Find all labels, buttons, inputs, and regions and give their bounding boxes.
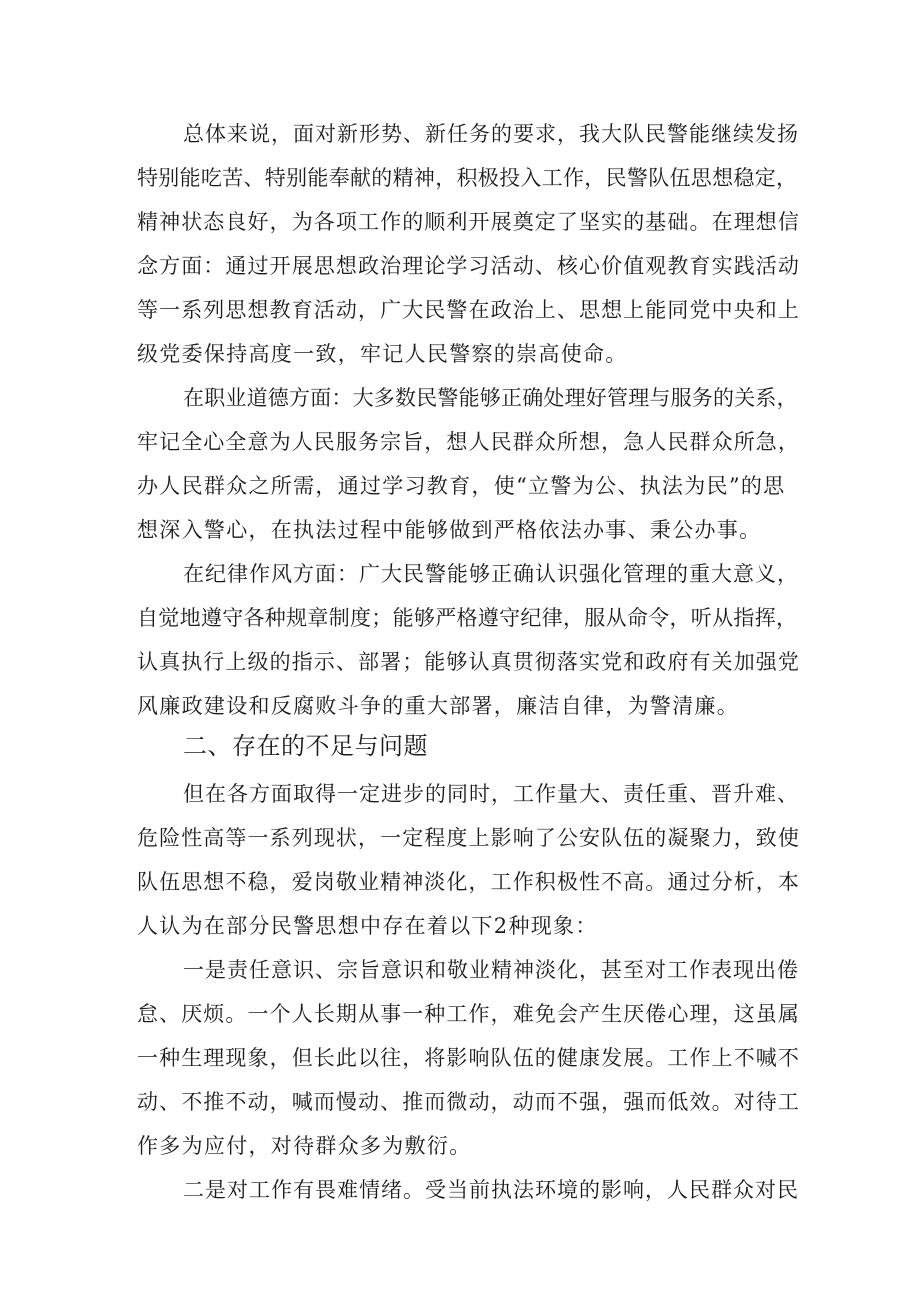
paragraph-2-line-2: 牢记全心全意为人民服务宗旨，想人民群众所想，急人民群众所急， <box>137 430 800 454</box>
paragraph-3-line-1: 在纪律作风方面：广大民警能够正确认识强化管理的重大意义， <box>183 562 799 586</box>
paragraph-4-line-4: 人认为在部分民警思想中存在着以下2种现象： <box>137 914 598 938</box>
paragraph-3-line-3: 认真执行上级的指示、部署；能够认真贯彻落实党和政府有关加强党 <box>137 650 800 674</box>
paragraph-4-line-3: 队伍思想不稳，爱岗敬业精神淡化，工作积极性不高。通过分析，本 <box>137 870 800 894</box>
paragraph-2-line-1: 在职业道德方面：大多数民警能够正确处理好管理与服务的关系， <box>183 386 798 410</box>
paragraph-4-line-1: 但在各方面取得一定进步的同时，工作量大、责任重、晋升难、 <box>183 782 799 806</box>
paragraph-1-line-1: 总体来说，面对新形势、新任务的要求，我大队民警能继续发扬 <box>183 122 799 146</box>
paragraph-1-line-4: 念方面：通过开展思想政治理论学习活动、核心价值观教育实践活动 <box>137 254 800 278</box>
paragraph-1-line-2: 特别能吃苦、特别能奉献的精神，积极投入工作，民警队伍思想稳定， <box>137 166 798 190</box>
paragraph-5-line-5: 作多为应付，对待群众多为敷衍。 <box>137 1134 472 1158</box>
paragraph-3-line-4: 风廉政建设和反腐败斗争的重大部署，廉洁自律，为警清廉。 <box>137 694 740 718</box>
paragraph-5-line-1: 一是责任意识、宗旨意识和敬业精神淡化，甚至对工作表现出倦 <box>183 958 799 982</box>
paragraph-5-line-4: 动、不推不动，喊而慢动、推而微动，动而不强，强而低效。对待工 <box>137 1090 800 1114</box>
paragraph-5-line-3: 一种生理现象，但长此以往，将影响队伍的健康发展。工作上不喊不 <box>137 1046 800 1070</box>
paragraph-1-line-5: 等一系列思想教育活动，广大民警在政治上、思想上能同党中央和上 <box>137 298 800 322</box>
paragraph-5-line-2: 怠、厌烦。一个人长期从事一种工作，难免会产生厌倦心理，这虽属 <box>137 1002 800 1026</box>
section-heading: 二、存在的不足与问题 <box>183 732 428 760</box>
paragraph-3-line-2: 自觉地遵守各种规章制度；能够严格遵守纪律，服从命令，听从指挥， <box>137 606 798 630</box>
paragraph-1-line-6: 级党委保持高度一致，牢记人民警察的崇高使命。 <box>137 342 628 366</box>
paragraph-2-line-3: 办人民群众之所需，通过学习教育，使“立警为公、执法为民”的思 <box>137 474 786 498</box>
paragraph-6-line-1: 二是对工作有畏难情绪。受当前执法环境的影响，人民群众对民 <box>183 1178 799 1202</box>
paragraph-4-line-2: 危险性高等一系列现状，一定程度上影响了公安队伍的凝聚力，致使 <box>137 826 800 850</box>
paragraph-2-line-4: 想深入警心，在执法过程中能够做到严格依法办事、秉公办事。 <box>137 518 762 542</box>
paragraph-1-line-3: 精神状态良好，为各项工作的顺利开展奠定了坚实的基础。在理想信 <box>137 210 800 234</box>
